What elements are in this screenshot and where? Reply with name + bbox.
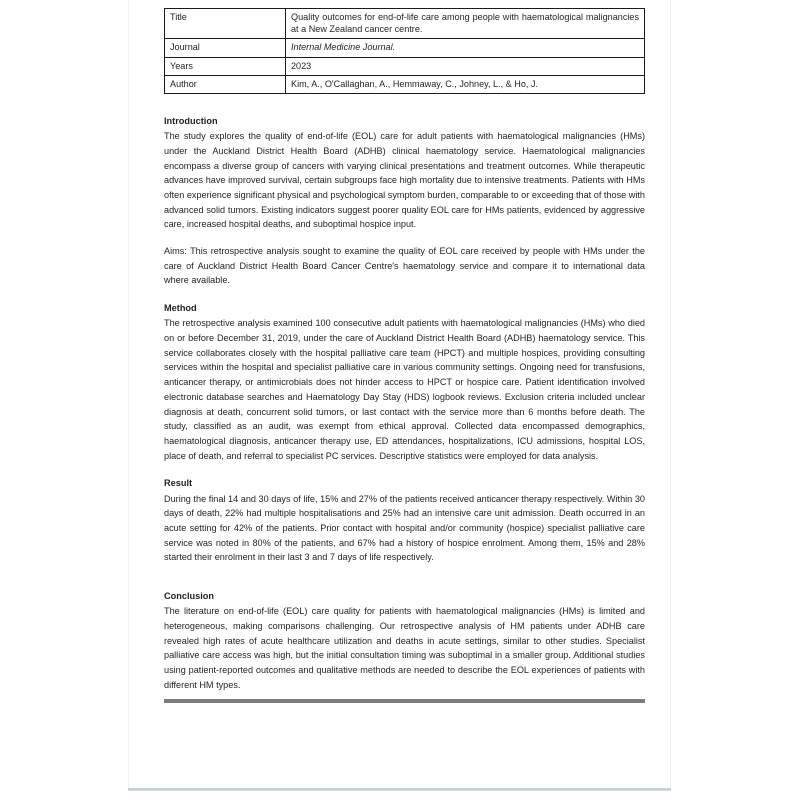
- section-introduction: [164, 115, 645, 288]
- section-heading-method: Method: [164, 303, 197, 314]
- metadata-value-years: 2023: [286, 57, 645, 75]
- page-bottom-edge: [128, 788, 671, 791]
- document-page: [128, 0, 671, 788]
- section-heading-introduction: Introduction: [164, 115, 218, 126]
- metadata-label-author: Author: [165, 75, 286, 93]
- section-result: [164, 477, 645, 565]
- section-heading-conclusion: Conclusion: [164, 591, 215, 602]
- metadata-label-title: Title: [165, 9, 286, 39]
- section-paragraph-conclusion-1: The literature on end-of-life (EOL) care quality for patients with haematological malignancies (HMs) is limited and heterogeneous, making comparisons challenging. Our retrospective analysis of HM patients under ADHB care revealed high rates of acute healthcare utilization and deaths in acute settings, similar to other studies. Specialist palliative care access was high, but the initial consultation timing was suboptimal in a smaller group. Additional studies using patient-reported outcomes and qualitative methods are needed to describe the EOL experiences of patients with different HM types.: [164, 606, 645, 690]
- metadata-value-title: Quality outcomes for end-of-life care among people with haematological malignancies at a New Zealand cancer centre.: [286, 9, 645, 39]
- section-conclusion: [164, 590, 645, 702]
- section-divider-rule: [164, 699, 645, 703]
- table-row: [165, 57, 645, 75]
- section-paragraph-introduction-aims: Aims: This retrospective analysis sought to examine the quality of EOL care received by people with HMs under the care of Auckland District Health Board Cancer Centre's haematology service and compare it to international data where available.: [164, 246, 645, 286]
- section-paragraph-result-1: During the final 14 and 30 days of life, 15% and 27% of the patients received anticancer therapy respectively. Within 30 days of death, 22% had multiple hospitalisations and 25% had an intensive care unit admission. Death occurred in an acute setting for 42% of the patients. Prior contact with hospital and/or community (hospice) specialist palliative care service was noted in 80% of the patients, and 67% had a history of hospice enrolment. Among them, 15% and 28% started their enrolment in their last 3 and 7 days of life respectively.: [164, 493, 645, 563]
- section-method: [164, 302, 645, 463]
- table-row: [165, 75, 645, 93]
- metadata-table: [164, 8, 645, 94]
- section-heading-result: Result: [164, 478, 193, 489]
- metadata-value-author: Kim, A., O'Callaghan, A., Hemmaway, C., Johney, L., & Ho, J.: [286, 75, 645, 93]
- section-paragraph-method-1: The retrospective analysis examined 100 consecutive adult patients with haematological malignancies (HMs) who died on or before December 31, 2019, under the care of Auckland District Health Board (ADHB) haematology service. This service collaborates closely with the hospital palliative care team (HPCT) and multiple hospices, providing consulting services within the hospital and specialist palliative care in various community settings. Ongoing need for transfusions, anticancer therapy, or antimicrobials does not hinder access to HPCT or hospice care. Patient identification involved electronic database searches and Haematology Day Stay (HDS) logbook reviews. Exclusion criteria included unclear diagnosis at death, concurrent solid tumors, or last contact with the service more than 6 months before death. The study, classified as an audit, was exempt from ethical approval. Collected data encompassed demographics, haematological diagnosis, anticancer therapy use, ED attendances, hospitalizations, ICU admissions, hospital LOS, place of death, and referral to specialist PC services. Descriptive statistics were employed for data analysis.: [164, 318, 645, 461]
- metadata-label-journal: Journal: [165, 39, 286, 57]
- table-row: [165, 39, 645, 57]
- section-paragraph-introduction-1: The study explores the quality of end-of-life (EOL) care for adult patients with haematological malignancies (HMs) under the Auckland District Health Board (ADHB) clinical haematology service. Haematological malignancies encompass a diverse group of cancers with varying clinical presentations and treatment outcomes. While therapeutic advances have improved survival, certain subgroups face high mortality due to intensive treatments. Patients with HMs often experience significant physical and psychological symptom burden, comparable to or exceeding that of those with advanced solid tumors. Existing indicators suggest poorer quality EOL care for HMs patients, evidenced by aggressive care, increased hospital deaths, and suboptimal hospice input.: [164, 131, 645, 230]
- table-row: [165, 9, 645, 39]
- metadata-value-journal: Internal Medicine Journal.: [286, 39, 645, 57]
- document-content: [164, 8, 645, 703]
- metadata-label-years: Years: [165, 57, 286, 75]
